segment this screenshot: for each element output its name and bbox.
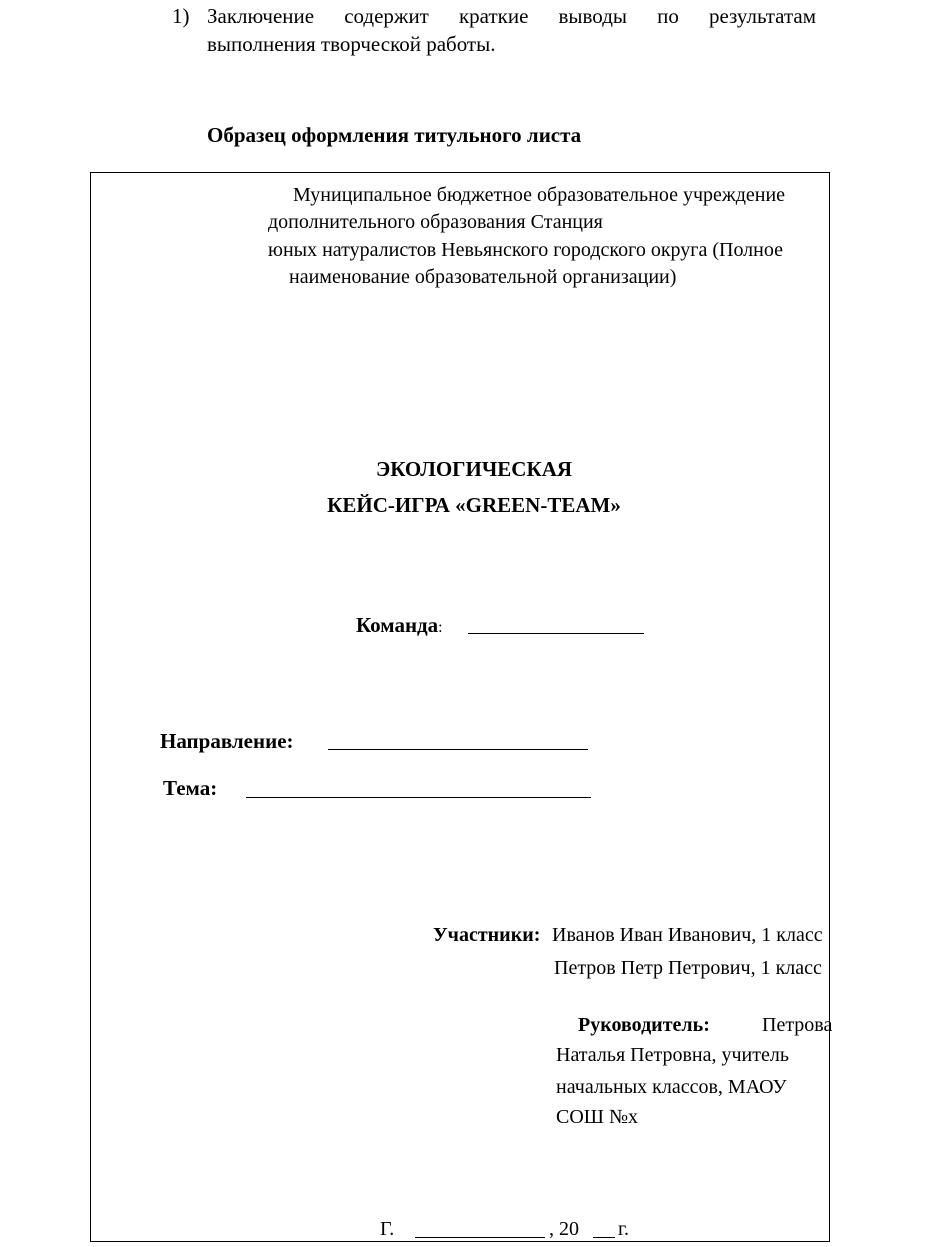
city-prefix: Г.: [380, 1218, 395, 1240]
participant-name-2: Петров Петр Петрович, 1 класс: [554, 957, 822, 979]
city-fill-in-line: [415, 1237, 545, 1238]
topic-field-label: Тема:: [163, 776, 218, 800]
team-label-text: Команда: [356, 613, 439, 637]
organization-name-line-3: юных натуралистов Невьянского городского округа (Полное: [268, 239, 783, 261]
conclusion-text-line-1: Заключение содержит краткие выводы по результатам: [207, 4, 816, 28]
topic-fill-in-line: [246, 797, 591, 798]
team-fill-in-line: [468, 633, 644, 634]
year-prefix: , 20: [549, 1218, 579, 1240]
organization-name-line-1: Муниципальное бюджетное образовательное учреждение: [293, 184, 786, 206]
leader-details-line-4: СОШ №х: [556, 1106, 639, 1128]
sample-heading: Образец оформления титульного листа: [207, 123, 582, 147]
direction-field-label: Направление:: [160, 729, 294, 753]
year-suffix: г.: [618, 1218, 629, 1240]
participant-name-1: Иванов Иван Иванович, 1 класс: [552, 924, 823, 946]
participants-label: Участники:: [433, 924, 541, 946]
team-label-colon: :: [438, 619, 443, 636]
organization-name-line-4: наименование образовательной организации): [289, 266, 677, 288]
game-title-line-1: ЭКОЛОГИЧЕСКАЯ: [375, 457, 573, 481]
list-number: 1): [172, 4, 190, 28]
leader-details-line-2: Наталья Петровна, учитель: [556, 1044, 789, 1066]
organization-name-line-2: дополнительного образования Станция: [268, 211, 603, 233]
leader-details-line-3: начальных классов, МАОУ: [556, 1076, 787, 1098]
conclusion-text-line-2: выполнения творческой работы.: [207, 32, 496, 56]
leader-surname: Петрова: [762, 1014, 833, 1036]
year-fill-in-line: [593, 1237, 615, 1238]
team-field-label: [356, 615, 443, 636]
leader-label: Руководитель:: [578, 1014, 710, 1036]
direction-fill-in-line: [328, 749, 588, 750]
game-title-line-2: КЕЙС-ИГРА «GREEN-TEAM»: [327, 493, 621, 517]
